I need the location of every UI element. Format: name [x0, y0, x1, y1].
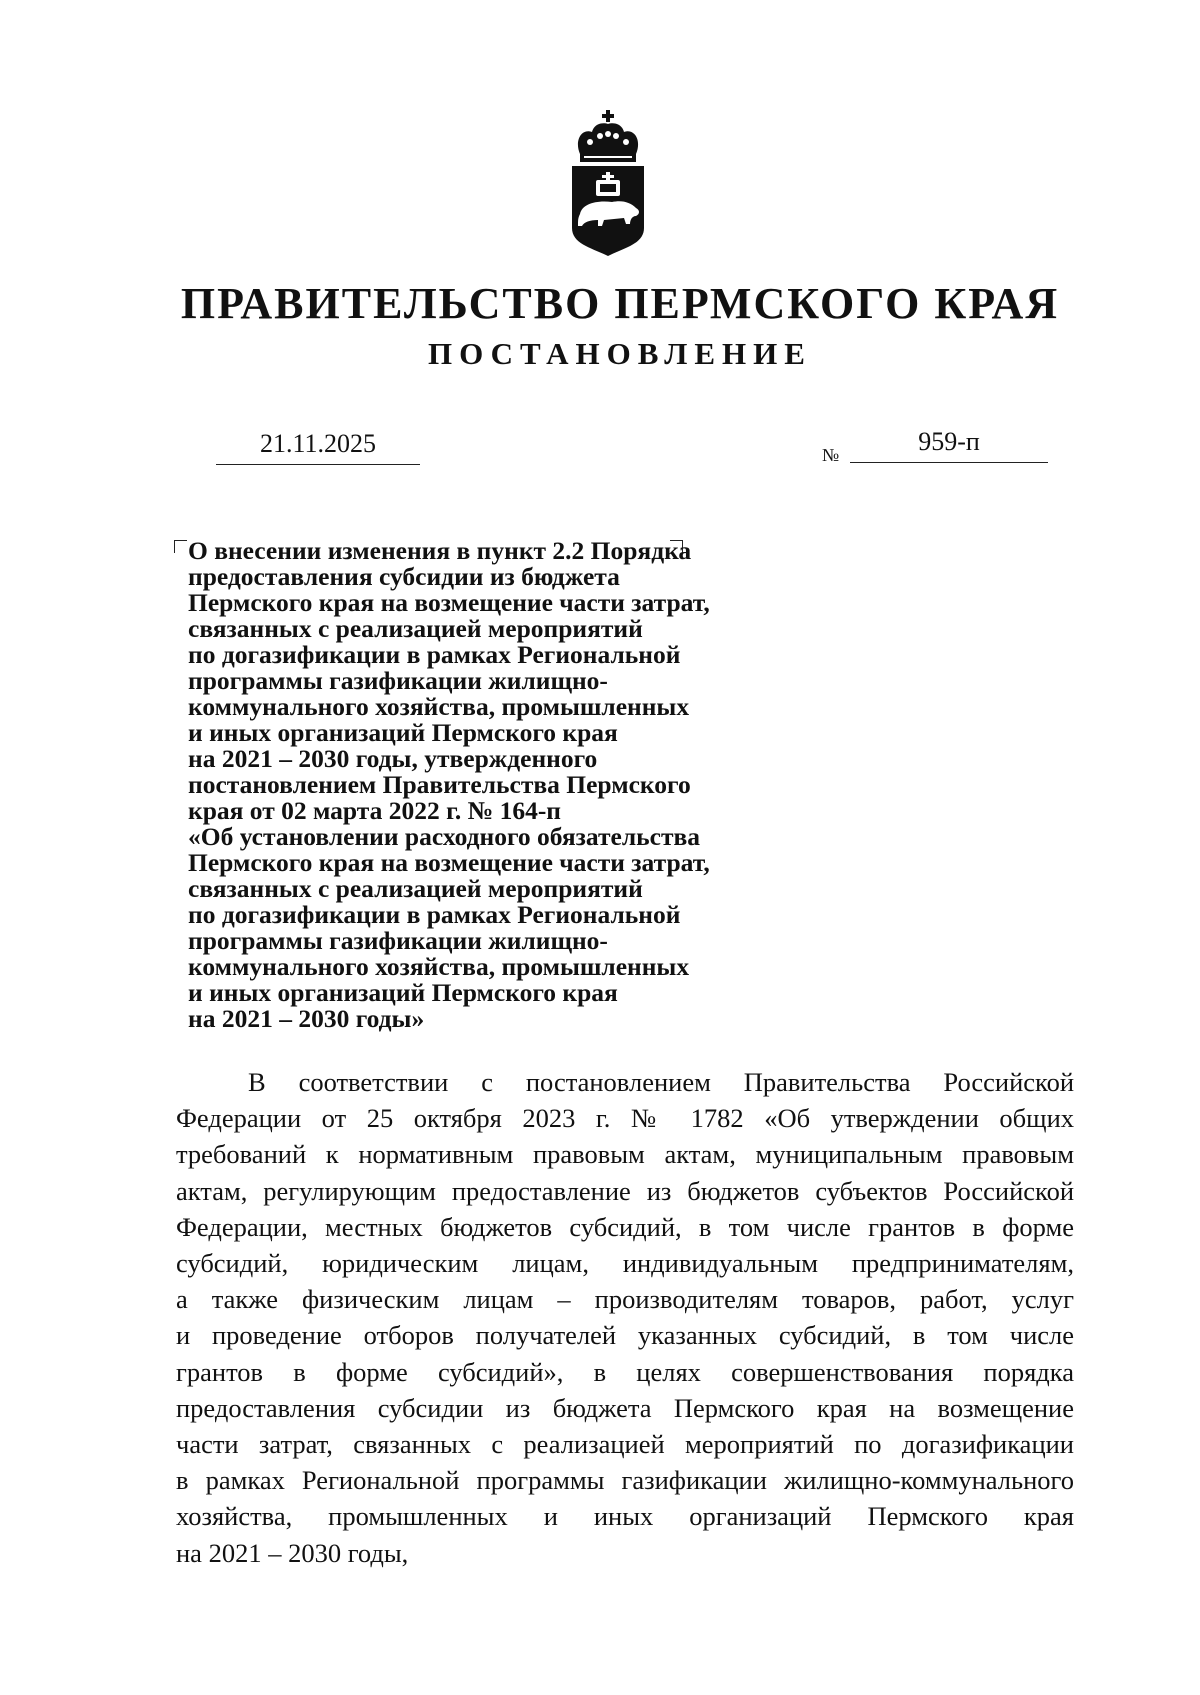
- body-line: грантов в форме субсидий», в целях совершенствования порядка: [176, 1356, 1074, 1387]
- title-line: и иных организаций Пермского края: [188, 978, 618, 1007]
- title-line: на 2021 – 2030 годы, утвержденного: [188, 744, 598, 773]
- document-number: 959-п: [850, 422, 1048, 463]
- body-line: субсидий, юридическим лицам, индивидуальным предпринимателям,: [176, 1248, 1074, 1279]
- body-line: на 2021 – 2030 годы,: [176, 1537, 409, 1568]
- body-line: части затрат, связанных с реализацией мероприятий по догазификации: [176, 1429, 1074, 1460]
- title-line: по догазификации в рамках Региональной: [188, 640, 681, 669]
- body-line: требований к нормативным правовым актам, муниципальным правовым: [176, 1139, 1074, 1170]
- title-line: «Об установлении расходного обязательства: [188, 822, 701, 851]
- body-line: Федерации от 25 октября 2023 г. № 1782 «Об утверждении общих: [176, 1103, 1074, 1134]
- title-line: связанных с реализацией мероприятий: [188, 874, 643, 903]
- body-line: хозяйства, промышленных и иных организаций Пермского края: [176, 1501, 1074, 1532]
- title-line: Пермского края на возмещение части затрат,: [188, 848, 710, 877]
- document-type-heading: ПОСТАНОВЛЕНИЕ: [428, 336, 812, 371]
- title-line: коммунального хозяйства, промышленных: [188, 692, 690, 721]
- preamble-paragraph: [176, 1064, 1074, 1571]
- title-line: предоставления субсидии из бюджета: [188, 562, 620, 591]
- title-line: по догазификации в рамках Региональной: [188, 900, 681, 929]
- body-line: актам, регулирующим предоставление из бюджетов субъектов Российской: [176, 1175, 1074, 1206]
- coat-of-arms-icon: [560, 110, 656, 260]
- body-line: В соответствии с постановлением Правительства Российской: [248, 1067, 1074, 1097]
- body-line: а также физическим лицам – производителям товаров, работ, услуг: [176, 1284, 1074, 1315]
- title-line: Пермского края на возмещение части затрат,: [188, 588, 710, 617]
- body-line: и проведение отборов получателей указанных субсидий, в том числе: [176, 1320, 1074, 1351]
- body-line: предоставления субсидии из бюджета Пермского края на возмещение: [176, 1392, 1074, 1423]
- title-line: коммунального хозяйства, промышленных: [188, 952, 690, 981]
- document-date: 21.11.2025: [216, 424, 420, 465]
- body-line: Федерации, местных бюджетов субсидий, в том числе грантов в форме: [176, 1211, 1074, 1242]
- title-corner-mark-left: [174, 540, 187, 553]
- document-title: [188, 538, 808, 1032]
- body-line: в рамках Региональной программы газификации жилищно-коммунального: [176, 1465, 1074, 1496]
- organization-title: ПРАВИТЕЛЬСТВО ПЕРМСКОГО КРАЯ: [180, 279, 1060, 328]
- title-line: и иных организаций Пермского края: [188, 718, 618, 747]
- title-line: О внесении изменения в пункт 2.2 Порядка: [188, 536, 692, 565]
- title-line: связанных с реализацией мероприятий: [188, 614, 643, 643]
- number-sign: №: [822, 445, 840, 465]
- title-line: края от 02 марта 2022 г. № 164-п: [188, 796, 561, 825]
- title-line: на 2021 – 2030 годы»: [188, 1004, 425, 1033]
- title-line: программы газификации жилищно-: [188, 666, 608, 695]
- title-line: программы газификации жилищно-: [188, 926, 608, 955]
- title-line: постановлением Правительства Пермского: [188, 770, 691, 799]
